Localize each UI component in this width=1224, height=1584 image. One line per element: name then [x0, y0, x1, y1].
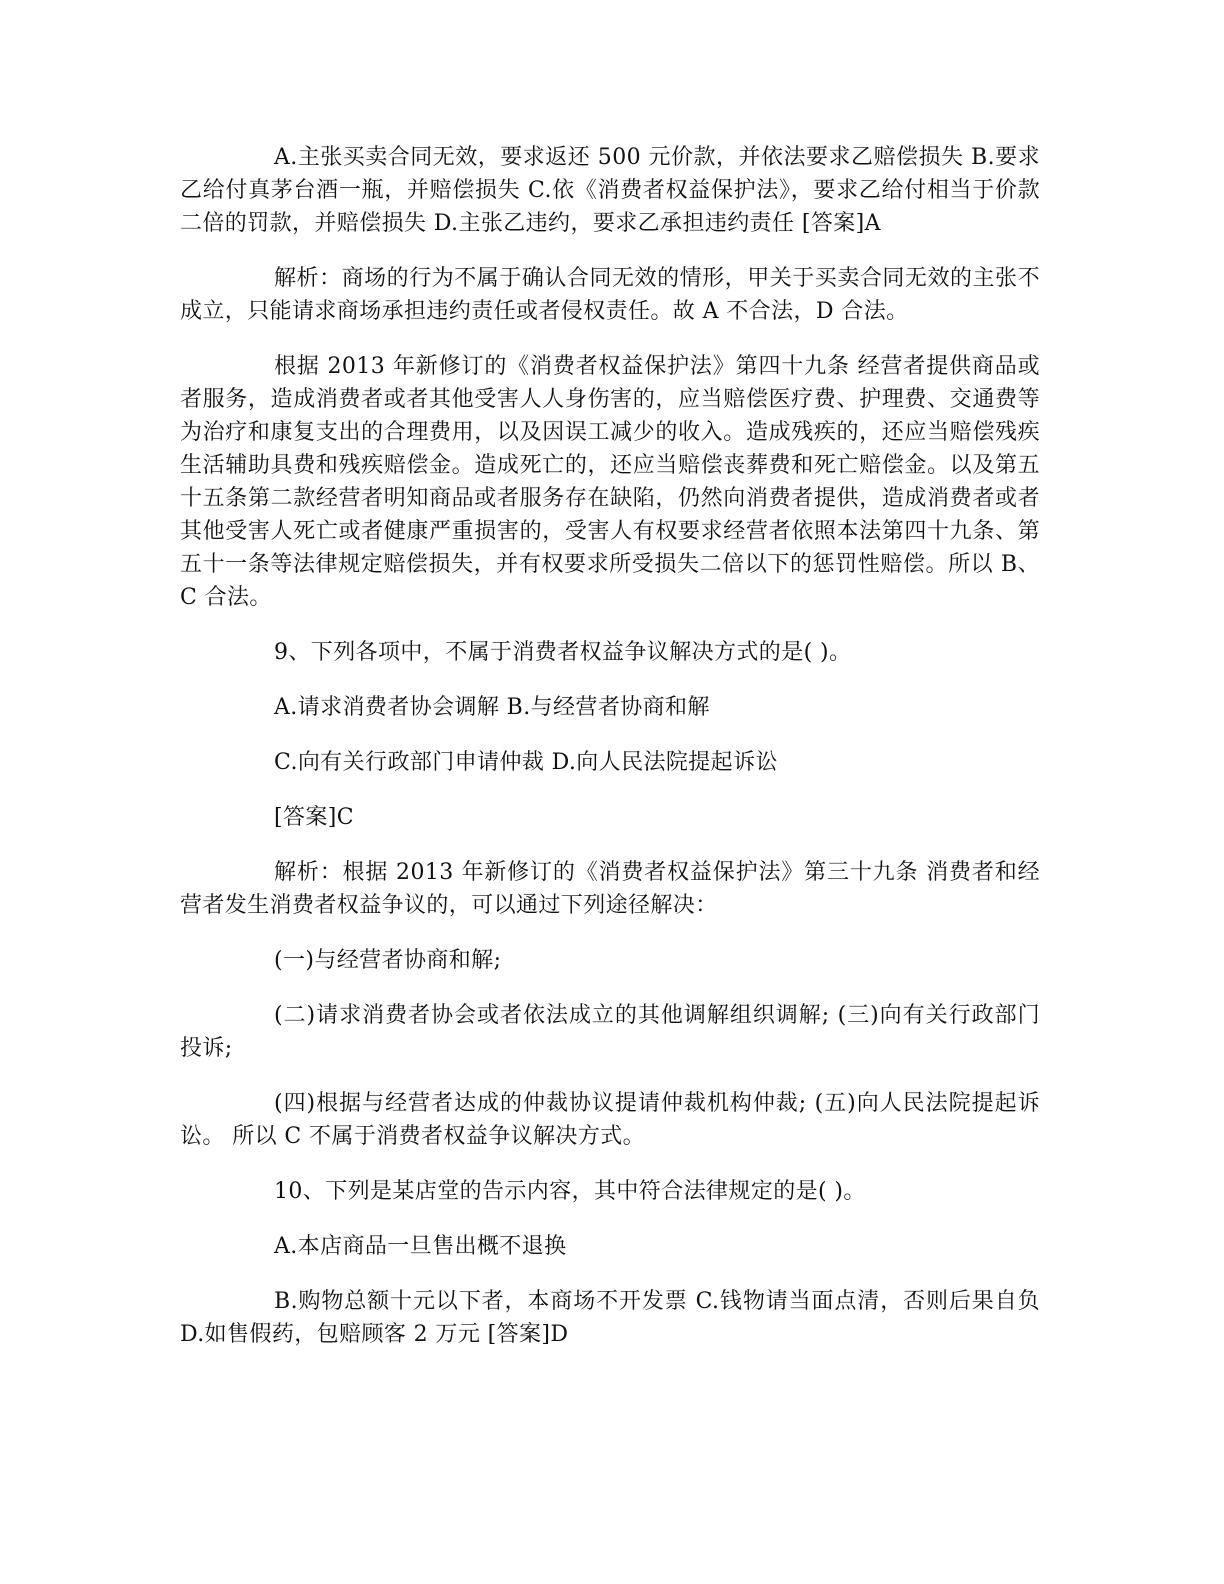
document-body — [180, 141, 1040, 1373]
q9-options-ab: A.请求消费者协会调解 B.与经营者协商和解 — [274, 695, 710, 720]
q10-question: 10、下列是某店堂的告示内容，其中符合法律规定的是( )。 — [274, 1179, 866, 1204]
q8-law-citation-paragraph: 根据 2013 年新修订的《消费者权益保护法》第四十九条 经营者提供商品或者服务，造成消费者或者其他受害人人身伤害的，应当赔偿医疗费、护理费、交通费等为治疗和康复支出的合理费用，以及因误工减少的收入。造成残疾的，还应当赔偿残疾生活辅助具费和残疾赔偿金。造成死亡的，还应当赔偿丧葬费和死亡赔偿金。以及第五十五条第二款经营者明知商品或者服务存在缺陷，仍然向消费者提供，造成消费者或者其他受害人死亡或者健康严重损害的，受害人有权要求经营者依照本法第四十九条、第五十一条等法律规定赔偿损失，并有权要求所受损失二倍以下的惩罚性赔偿。所以 B、C 合法。 — [180, 354, 1040, 610]
q9-analysis-item-2-3: (二)请求消费者协会或者依法成立的其他调解组织调解; (三)向有关行政部门投诉; — [180, 1003, 1040, 1061]
q9-analysis-item-1: (一)与经营者协商和解; — [274, 948, 502, 973]
q10-option-a: A.本店商品一旦售出概不退换 — [274, 1234, 567, 1259]
q9-question: 9、下列各项中，不属于消费者权益争议解决方式的是( )。 — [274, 640, 852, 665]
q9-answer: [答案]C — [274, 805, 354, 830]
q9-analysis-item-4-5: (四)根据与经营者达成的仲裁协议提请仲裁机构仲裁; (五)向人民法院提起诉讼。 所以 C 不属于消费者权益争议解决方式。 — [180, 1091, 1040, 1149]
q8-options-paragraph: A.主张买卖合同无效，要求返还 500 元价款，并依法要求乙赔偿损失 B.要求乙给付真茅台酒一瓶，并赔偿损失 C.依《消费者权益保护法》，要求乙给付相当于价款二倍的罚款，并赔偿损失 D.主张乙违约，要求乙承担违约责任 [答案]A — [180, 145, 1040, 236]
q9-analysis-paragraph: 解析：根据 2013 年新修订的《消费者权益保护法》第三十九条 消费者和经营者发生消费者权益争议的，可以通过下列途径解决： — [180, 860, 1040, 918]
q10-options-bcd-answer: B.购物总额十元以下者，本商场不开发票 C.钱物请当面点清，否则后果自负 D.如售假药，包赔顾客 2 万元 [答案]D — [180, 1289, 1040, 1347]
q9-options-cd: C.向有关行政部门申请仲裁 D.向人民法院提起诉讼 — [274, 750, 778, 775]
q8-analysis-paragraph: 解析：商场的行为不属于确认合同无效的情形，甲关于买卖合同无效的主张不成立，只能请求商场承担违约责任或者侵权责任。故 A 不合法，D 合法。 — [180, 266, 1040, 324]
